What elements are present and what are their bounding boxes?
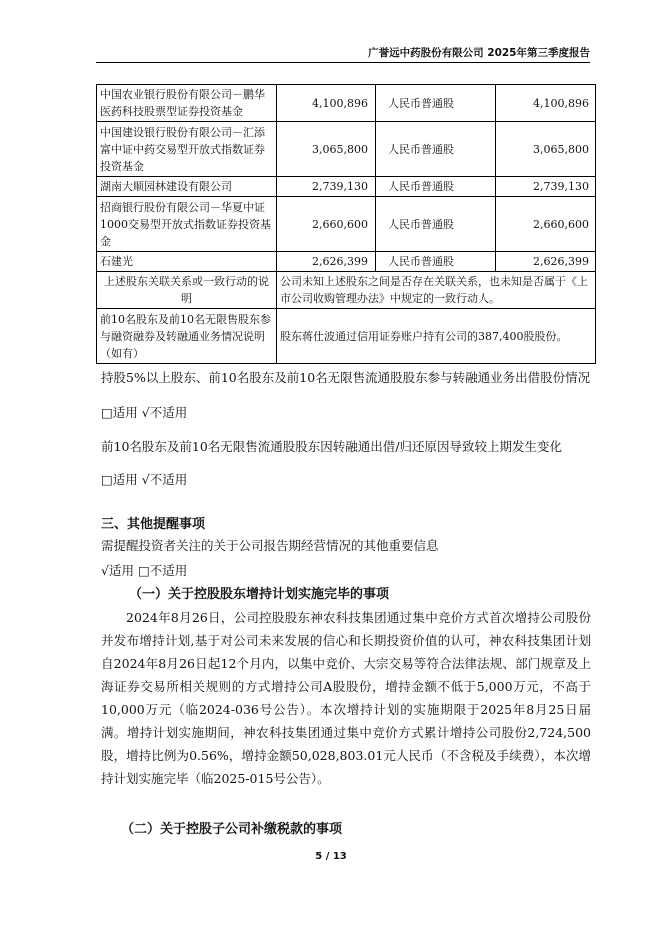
shareholder-table — [96, 84, 596, 364]
q2-options: □适用 √不适用 — [101, 472, 188, 487]
share-type: 人民币普通股 — [376, 252, 496, 272]
holder-name: 中国农业银行股份有限公司－鹏华医药科技股票型证券投资基金 — [97, 85, 277, 122]
subsection-title: （二）关于控股子公司补缴税款的事项 — [121, 822, 343, 837]
header-rule — [96, 62, 590, 63]
share-qty: 4,100,896 — [277, 85, 376, 122]
share-type: 人民币普通股 — [376, 197, 496, 252]
table-row — [97, 252, 596, 272]
page-header: 广誉远中药股份有限公司 2025年第三季度报告 — [368, 47, 590, 59]
holder-name: 湖南大顺园林建设有限公司 — [97, 177, 277, 197]
share-type-qty: 2,739,130 — [496, 177, 596, 197]
table-row — [97, 272, 596, 309]
subsection-title: （一）关于控股股东增持计划实施完毕的事项 — [129, 587, 390, 602]
share-qty: 3,065,800 — [277, 122, 376, 177]
table-row — [97, 197, 596, 252]
section-intro: 需提醒投资者关注的关于公司报告期经营情况的其他重要信息 — [101, 538, 439, 553]
margin-text: 股东蒋仕波通过信用证券账户持有公司的387,400股股份。 — [277, 309, 596, 364]
margin-label: 前10名股东及前10名无限售股东参与融资融券及转融通业务情况说明（如有） — [97, 309, 277, 364]
holder-name: 招商银行股份有限公司－华夏中证1000交易型开放式指数证券投资基金 — [97, 197, 277, 252]
table-row — [97, 85, 596, 122]
table-row — [97, 309, 596, 364]
q1-text: 持股5%以上股东、前10名股东及前10名无限售流通股股东参与转融通业务出借股份情况 — [101, 370, 591, 385]
share-type: 人民币普通股 — [376, 122, 496, 177]
subsection-paragraph: 2024年8月26日，公司控股股东神农科技集团通过集中竞价方式首次增持公司股份并发布增持计划,基于对公司未来发展的信心和长期投资价值的认可，神农科技集团计划自2024年8月26日起12个月内，以集中竞价、大宗交易等符合法律法规、部门规章及上海证券交易所相关规则的方式增持公司A股股份，增持金额不低于5,000万元，不高于10,000万元（临2024-036号公告）。本次增持计划的实施期限于2025年8月25日届满。增持计划实施期间，神农科技集团通过集中竞价方式累计增持公司股份2,724,500股，增持比例为0.56%，增持金额50,028,803.01元人民币（不含税及手续费），本次增持计划实施完毕（临2025-015号公告）。 — [101, 610, 591, 786]
share-qty: 2,660,600 — [277, 197, 376, 252]
share-type-qty: 3,065,800 — [496, 122, 596, 177]
section-title: 三、其他提醒事项 — [101, 517, 206, 532]
page-number: 5 / 13 — [315, 851, 347, 862]
share-type-qty: 4,100,896 — [496, 85, 596, 122]
share-type-qty: 2,626,399 — [496, 252, 596, 272]
share-qty: 2,626,399 — [277, 252, 376, 272]
share-qty: 2,739,130 — [277, 177, 376, 197]
holder-name: 石建光 — [97, 252, 277, 272]
relation-label: 上述股东关联关系或一致行动的说明 — [97, 272, 277, 309]
share-type: 人民币普通股 — [376, 85, 496, 122]
share-type: 人民币普通股 — [376, 177, 496, 197]
table-row — [97, 177, 596, 197]
section-options: √适用 □不适用 — [101, 563, 188, 578]
holder-name: 中国建设银行股份有限公司－汇添富中证中药交易型开放式指数证券投资基金 — [97, 122, 277, 177]
table-row — [97, 122, 596, 177]
relation-text: 公司未知上述股东之间是否存在关联关系，也未知是否属于《上市公司收购管理办法》中规定的一致行动人。 — [277, 272, 596, 309]
q2-text: 前10名股东及前10名无限售流通股股东因转融通出借/归还原因导致较上期发生变化 — [101, 439, 563, 454]
q1-options: □适用 √不适用 — [101, 405, 188, 420]
share-type-qty: 2,660,600 — [496, 197, 596, 252]
